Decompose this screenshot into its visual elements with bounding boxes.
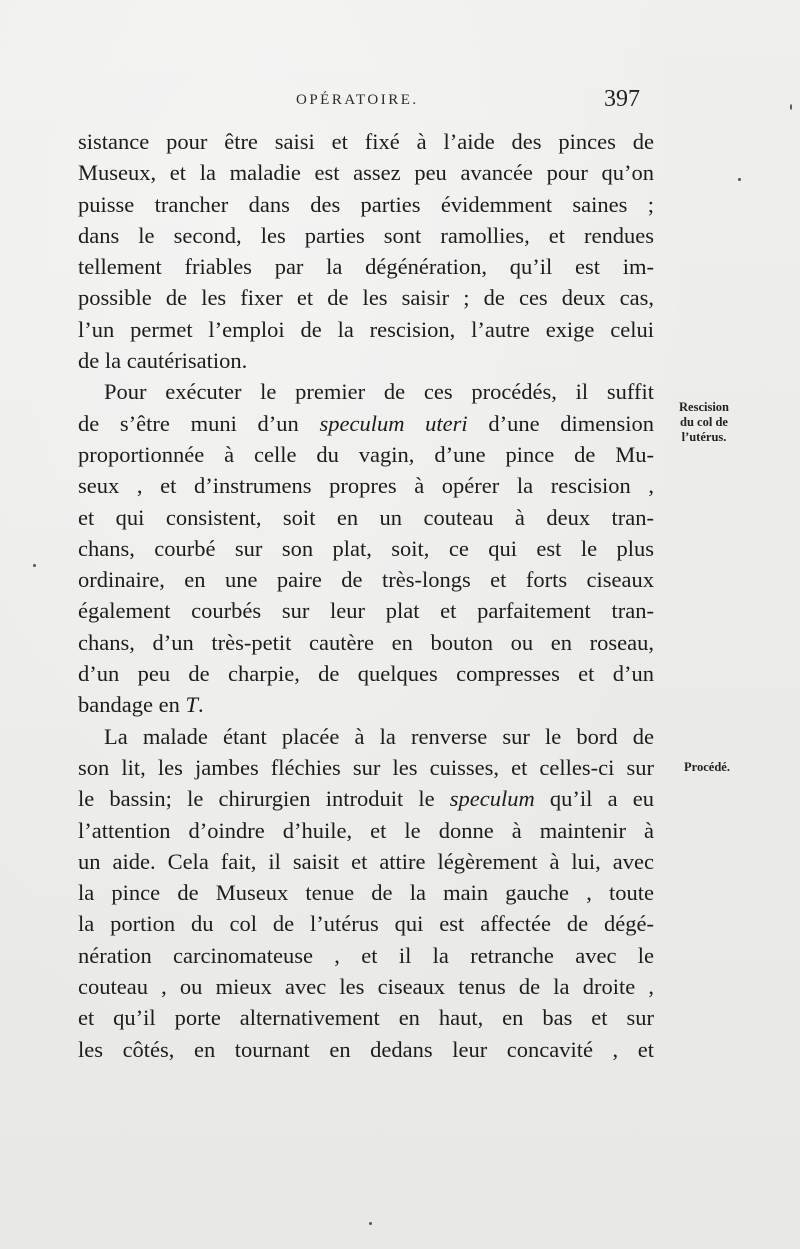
text-line: de la cautérisation. xyxy=(78,348,248,374)
paper-speck xyxy=(33,564,36,567)
text-line: Pour exécuter le premier de ces procédés, il suffit xyxy=(104,379,654,405)
text-line: et qui consistent, soit en un couteau à deux tran- xyxy=(78,504,654,530)
text-line: et qu’il porte alternativement en haut, en bas et sur xyxy=(78,1005,654,1031)
text-line: également courbés sur leur plat et parfaitement tran- xyxy=(78,598,654,624)
text-line: la pince de Museux tenue de la main gauche , toute xyxy=(78,880,654,906)
text-line: ordinaire, en une paire de très-longs et forts ciseaux xyxy=(78,567,654,593)
body-text xyxy=(78,126,654,1065)
text-fragment: qu’il a eu xyxy=(534,786,654,812)
text-line: tellement friables par la dégénération, qu’il est im- xyxy=(78,254,654,280)
paper-speck xyxy=(738,178,741,181)
paragraph-1 xyxy=(78,126,654,376)
paragraph-2 xyxy=(78,376,654,720)
text-line xyxy=(78,408,654,439)
text-line: La malade étant placée à la renverse sur le bord de xyxy=(104,723,654,749)
margin-note-rescision xyxy=(664,400,744,445)
text-fragment: de s’être muni d’un xyxy=(78,410,320,436)
paper-speck xyxy=(369,1222,372,1225)
text-line: proportionnée à celle du vagin, d’une pince de Mu- xyxy=(78,441,654,467)
text-line: puisse trancher dans des parties évidemment saines ; xyxy=(78,191,654,217)
margin-note-procede: Procédé. xyxy=(684,760,730,774)
text-line: Museux, et la maladie est assez peu avancée pour qu’on xyxy=(78,160,654,186)
running-head: OPÉRATOIRE. xyxy=(296,92,419,108)
italic-term: speculum uteri xyxy=(319,410,468,436)
text-line: possible de les fixer et de les saisir ; de ces deux cas, xyxy=(78,285,654,311)
text-line: les côtés, en tournant en dedans leur concavité , et xyxy=(78,1036,654,1062)
text-line: nération carcinomateuse , et il la retranche avec le xyxy=(78,942,654,968)
text-line: un aide. Cela fait, il saisit et attire légèrement à lui, avec xyxy=(78,848,654,874)
text-fragment: bandage en xyxy=(78,692,186,718)
text-line: couteau , ou mieux avec les ciseaux tenus de la droite , xyxy=(78,974,654,1000)
text-line: chans, courbé sur son plat, soit, ce qui est le plus xyxy=(78,535,654,561)
text-line: l’attention d’oindre d’huile, et le donne à maintenir à xyxy=(78,817,654,843)
paragraph-3 xyxy=(78,721,654,1065)
page-number: 397 xyxy=(604,86,640,112)
italic-term: T xyxy=(185,692,198,718)
text-line: seux , et d’instrumens propres à opérer la rescision , xyxy=(78,473,654,499)
margin-note-line: Rescision xyxy=(679,400,729,414)
text-line: d’un peu de charpie, de quelques compresses et d’un xyxy=(78,661,654,687)
text-line xyxy=(78,689,654,720)
italic-term: speculum xyxy=(449,786,535,812)
margin-note-line: l’utérus. xyxy=(681,430,727,444)
text-fragment: d’une dimension xyxy=(467,410,654,436)
text-line: l’un permet l’emploi de la rescision, l’autre exige celui xyxy=(78,316,654,342)
text-line xyxy=(78,783,654,814)
text-fragment: . xyxy=(197,692,204,718)
text-line: chans, d’un très-petit cautère en bouton ou en roseau, xyxy=(78,629,654,655)
text-fragment: le bassin; le chirurgien introduit le xyxy=(78,786,450,812)
text-line: la portion du col de l’utérus qui est affectée de dégé- xyxy=(78,911,654,937)
text-line: son lit, les jambes fléchies sur les cuisses, et celles-ci sur xyxy=(78,754,654,780)
margin-note-line: du col de xyxy=(680,415,728,429)
paper-speck xyxy=(790,104,792,110)
text-line: dans le second, les parties sont ramollies, et rendues xyxy=(78,222,654,248)
text-line: sistance pour être saisi et fixé à l’aide des pinces de xyxy=(78,129,654,154)
